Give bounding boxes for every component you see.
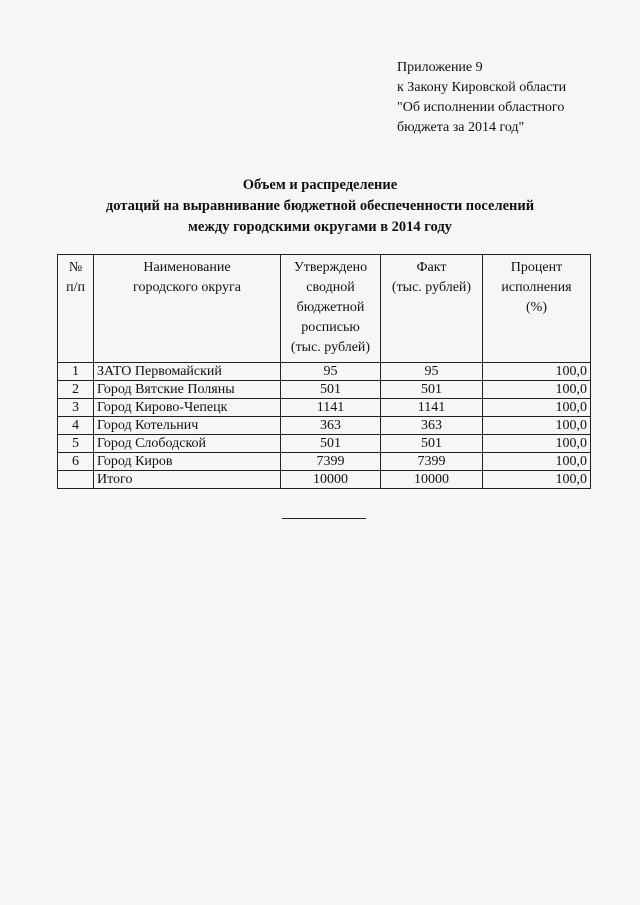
- row-number: 5: [58, 435, 94, 453]
- table-header-row: [58, 255, 591, 363]
- row-approved: 363: [281, 417, 381, 435]
- subsidy-table: [57, 254, 591, 489]
- total-number: [58, 471, 94, 489]
- table-row: [58, 417, 591, 435]
- row-district: Город Вятские Поляны: [94, 381, 281, 399]
- table-row: [58, 435, 591, 453]
- table-total-row: [58, 471, 591, 489]
- appendix-line: бюджета за 2014 год": [397, 120, 525, 135]
- total-actual: 10000: [381, 471, 483, 489]
- total-percent: 100,0: [483, 471, 591, 489]
- row-number: 4: [58, 417, 94, 435]
- table-row: [58, 381, 591, 399]
- row-approved: 95: [281, 363, 381, 381]
- row-percent: 100,0: [483, 453, 591, 471]
- row-actual: 501: [381, 381, 483, 399]
- row-percent: 100,0: [483, 399, 591, 417]
- document-title: [0, 175, 640, 238]
- row-actual: 95: [381, 363, 483, 381]
- row-district: ЗАТО Первомайский: [94, 363, 281, 381]
- header-name: Наименование городского округа: [94, 255, 281, 363]
- row-percent: 100,0: [483, 363, 591, 381]
- row-number: 3: [58, 399, 94, 417]
- total-approved: 10000: [281, 471, 381, 489]
- header-percent: Процент исполнения (%): [483, 255, 591, 363]
- header-number: № п/п: [58, 255, 94, 363]
- appendix-line: "Об исполнении областного: [397, 100, 565, 115]
- row-percent: 100,0: [483, 381, 591, 399]
- row-actual: 7399: [381, 453, 483, 471]
- header-actual: Факт (тыс. рублей): [381, 255, 483, 363]
- row-approved: 1141: [281, 399, 381, 417]
- row-percent: 100,0: [483, 435, 591, 453]
- header-approved: Утверждено сводной бюджетной росписью (тыс. рублей): [281, 255, 381, 363]
- row-district: Город Киров: [94, 453, 281, 471]
- appendix-note: [397, 58, 566, 138]
- row-district: Город Слободской: [94, 435, 281, 453]
- row-approved: 501: [281, 435, 381, 453]
- appendix-line: к Закону Кировской области: [397, 80, 567, 95]
- row-number: 1: [58, 363, 94, 381]
- total-label: Итого: [94, 471, 281, 489]
- title-line: между городскими округами в 2014 году: [188, 219, 452, 235]
- closing-rule: [282, 518, 366, 519]
- row-actual: 501: [381, 435, 483, 453]
- row-number: 2: [58, 381, 94, 399]
- row-district: Город Кирово-Чепецк: [94, 399, 281, 417]
- title-line: дотаций на выравнивание бюджетной обеспеченности поселений: [105, 198, 535, 214]
- title-line: Объем и распределение: [242, 177, 398, 193]
- appendix-line: Приложение 9: [397, 60, 483, 75]
- table-row: [58, 399, 591, 417]
- table-row: [58, 363, 591, 381]
- row-number: 6: [58, 453, 94, 471]
- row-approved: 7399: [281, 453, 381, 471]
- row-percent: 100,0: [483, 417, 591, 435]
- row-actual: 1141: [381, 399, 483, 417]
- row-district: Город Котельнич: [94, 417, 281, 435]
- row-approved: 501: [281, 381, 381, 399]
- row-actual: 363: [381, 417, 483, 435]
- table-row: [58, 453, 591, 471]
